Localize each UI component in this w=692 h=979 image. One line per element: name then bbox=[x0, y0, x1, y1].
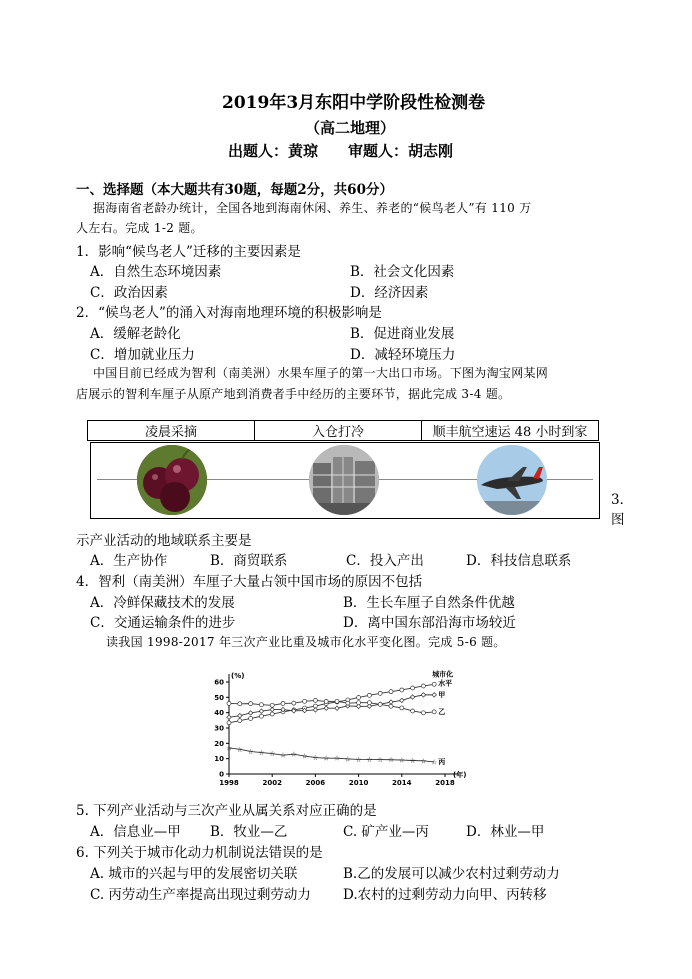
question-1-option-a: A．自然生态环境因素 bbox=[90, 264, 222, 280]
x-tick-label: 2010 bbox=[348, 779, 369, 787]
series-label-urbanization: 城市化 bbox=[432, 670, 454, 679]
question-2-option-d: D．减轻环境压力 bbox=[350, 347, 456, 363]
series-point-3: ☆ bbox=[290, 750, 297, 759]
series-point-3: ☆ bbox=[333, 754, 341, 763]
y-tick-label: 0 bbox=[219, 770, 224, 779]
series-point-2 bbox=[238, 702, 242, 706]
question-4-option-a: A．冷鲜保藏技术的发展 bbox=[90, 595, 235, 611]
series-point-0 bbox=[378, 691, 382, 695]
series-point-3: ☆ bbox=[344, 755, 351, 764]
question-3-option-b: B．商贸联系 bbox=[210, 553, 288, 569]
series-label-yi: 乙 bbox=[438, 707, 446, 716]
process-image-strip bbox=[90, 442, 600, 519]
intro56: 读我国 1998-2017 年三次产业比重及城市化水平变化图。完成 5-6 题。 bbox=[106, 635, 506, 649]
series-point-3: ☆ bbox=[301, 752, 308, 761]
series-point-2 bbox=[270, 703, 274, 707]
question-1-stem: 1．影响“候鸟老人”迁移的主要因素是 bbox=[76, 244, 301, 260]
y-tick-label: 20 bbox=[214, 739, 224, 748]
x-axis-label: (年) bbox=[453, 771, 467, 779]
question-5-option-c: C. 矿产业—丙 bbox=[343, 824, 429, 840]
series-point-3: ☆ bbox=[377, 756, 384, 765]
x-tick-label: 2014 bbox=[392, 779, 412, 787]
question-3-stem-tail: 图 bbox=[611, 512, 625, 528]
intro-paragraph-line1: 据海南省老龄办统计，全国各地到海南休闲、养生、养老的“候鸟老人”有 110 万 bbox=[93, 201, 532, 215]
question-5-option-d: D．林业—甲 bbox=[466, 824, 545, 840]
question-3-option-c: C．投入产出 bbox=[346, 553, 424, 569]
section-heading: 一、选择题（本大题共有30题，每题2分，共60分） bbox=[76, 182, 393, 198]
series-point-3: ☆ bbox=[225, 744, 233, 753]
process-flow-table bbox=[87, 420, 599, 441]
y-tick-label: 10 bbox=[214, 755, 224, 764]
series-label-jia: 甲 bbox=[438, 690, 446, 699]
series-point-3: ☆ bbox=[258, 749, 265, 758]
series-point-2 bbox=[259, 703, 263, 707]
series-point-3: ☆ bbox=[420, 757, 427, 766]
x-tick-label: 2018 bbox=[435, 779, 455, 787]
flow-step-air-shipping: 顺丰航空速运 48 小时到家 bbox=[422, 421, 599, 441]
series-point-2 bbox=[411, 709, 415, 713]
question-2-option-c: C．增加就业压力 bbox=[90, 347, 195, 363]
airplane-photo bbox=[477, 445, 547, 515]
question-4-stem: 4．智利（南美洲）车厘子大量占领中国市场的原因不包括 bbox=[76, 574, 423, 590]
question-2-stem: 2．“候鸟老人”的涌入对海南地理环境的积极影响是 bbox=[76, 305, 382, 321]
series-point-1 bbox=[238, 714, 242, 718]
series-point-3: ☆ bbox=[279, 751, 287, 760]
question-6-option-a: A. 城市的兴起与甲的发展密切关联 bbox=[90, 866, 298, 882]
flow-step-cooling: 入仓打冷 bbox=[255, 421, 422, 441]
series-point-3: ☆ bbox=[323, 754, 330, 763]
series-point-2 bbox=[313, 698, 317, 702]
x-tick-label: 2002 bbox=[262, 779, 282, 787]
series-label-bing: 丙 bbox=[438, 757, 446, 766]
series-point-0 bbox=[411, 686, 415, 690]
series-point-1 bbox=[259, 709, 263, 713]
question-3-number: 3． bbox=[611, 492, 634, 508]
series-point-2 bbox=[324, 699, 328, 703]
series-point-2 bbox=[249, 702, 253, 706]
series-point-0 bbox=[367, 693, 371, 697]
question-3-option-a: A．生产协作 bbox=[90, 553, 168, 569]
y-axis-label: (%) bbox=[231, 672, 245, 680]
series-point-3: ☆ bbox=[387, 756, 395, 765]
y-tick-label: 40 bbox=[214, 709, 224, 718]
series-point-3: ☆ bbox=[409, 757, 416, 766]
warehouse-photo bbox=[309, 445, 379, 515]
industry-urbanization-chart bbox=[205, 668, 495, 790]
series-point-0 bbox=[357, 695, 361, 699]
series-point-1 bbox=[313, 708, 317, 712]
series-point-3: ☆ bbox=[366, 756, 373, 765]
question-1-option-d: D．经济因素 bbox=[350, 285, 429, 301]
question-6-option-d: D.农村的过剩劳动力向甲、丙转移 bbox=[343, 887, 547, 903]
intro-paragraph-line2: 人左右。完成 1-2 题。 bbox=[76, 221, 203, 235]
series-point-0 bbox=[249, 716, 253, 720]
series-point-0 bbox=[270, 712, 274, 716]
series-point-3: ☆ bbox=[398, 756, 405, 765]
question-3-option-d: D．科技信息联系 bbox=[466, 553, 572, 569]
series-point-3: ☆ bbox=[269, 750, 276, 759]
question-4-option-d: D．离中国东部沿海市场较近 bbox=[343, 615, 516, 631]
series-point-0 bbox=[400, 688, 404, 692]
series-point-2 bbox=[292, 701, 296, 705]
question-6-option-b: B.乙的发展可以减少农村过剩劳动力 bbox=[343, 866, 560, 882]
series-point-2 bbox=[421, 711, 425, 715]
series-point-2 bbox=[227, 701, 231, 705]
series-point-3: ☆ bbox=[247, 747, 254, 756]
y-tick-label: 50 bbox=[214, 693, 224, 702]
series-point-1 bbox=[400, 698, 404, 702]
series-point-3: ☆ bbox=[355, 755, 362, 764]
question-6-stem: 6. 下列关于城市化动力机制说法错误的是 bbox=[76, 845, 323, 861]
y-tick-label: 60 bbox=[214, 678, 224, 687]
cherry-photo bbox=[137, 445, 207, 515]
question-5-option-a: A．信息业—甲 bbox=[90, 824, 181, 840]
series-point-1 bbox=[227, 715, 231, 719]
exam-authors: 出题人：黄琼 审题人：胡志刚 bbox=[228, 142, 454, 160]
series-point-2 bbox=[281, 701, 285, 705]
question-3-stem: 示产业活动的地域联系主要是 bbox=[76, 533, 252, 549]
series-point-0 bbox=[227, 721, 231, 725]
series-point-1 bbox=[421, 693, 425, 697]
question-5-stem: 5. 下列产业活动与三次产业从属关系对应正确的是 bbox=[76, 803, 377, 819]
intro34-line1: 中国目前已经成为智利（南美洲）水果车厘子的第一大出口市场。下图为淘宝网某网 bbox=[93, 366, 549, 380]
series-point-2 bbox=[346, 701, 350, 705]
question-2-option-a: A．缓解老龄化 bbox=[90, 326, 181, 342]
series-point-2 bbox=[303, 699, 307, 703]
exam-subtitle: （高二地理） bbox=[305, 119, 396, 137]
series-point-0 bbox=[421, 684, 425, 688]
series-point-0 bbox=[238, 719, 242, 723]
series-point-3: ☆ bbox=[312, 754, 319, 763]
series-point-3: ☆ bbox=[431, 758, 438, 767]
x-tick-label: 1998 bbox=[219, 779, 239, 787]
series-point-1 bbox=[335, 706, 339, 710]
series-point-2 bbox=[389, 704, 393, 708]
exam-title: 2019年3月东阳中学阶段性检测卷 bbox=[222, 93, 486, 113]
series-point-1 bbox=[410, 695, 414, 699]
y-tick-label: 30 bbox=[214, 724, 224, 733]
series-point-1 bbox=[248, 711, 252, 715]
series-point-2 bbox=[367, 701, 371, 705]
series-point-1 bbox=[270, 707, 274, 711]
series-point-0 bbox=[432, 682, 436, 686]
series-point-1 bbox=[324, 706, 328, 710]
question-1-option-c: C．政治因素 bbox=[90, 285, 168, 301]
flow-step-picking: 凌晨采摘 bbox=[88, 421, 255, 441]
series-point-3: ☆ bbox=[236, 745, 243, 754]
series-point-2 bbox=[400, 706, 404, 710]
series-point-2 bbox=[335, 699, 339, 703]
question-6-option-c: C. 丙劳动生产率提高出现过剩劳动力 bbox=[90, 887, 311, 903]
series-point-0 bbox=[259, 714, 263, 718]
series-label-urbanization-2: 水平 bbox=[438, 679, 453, 688]
question-4-option-c: C．交通运输条件的进步 bbox=[90, 615, 236, 631]
question-1-option-b: B．社会文化因素 bbox=[350, 264, 455, 280]
question-5-option-b: B．牧业—乙 bbox=[210, 824, 288, 840]
series-point-1 bbox=[432, 693, 436, 697]
question-4-option-b: B．生长车厘子自然条件优越 bbox=[343, 595, 515, 611]
intro34-line2: 店展示的智利车厘子从原产地到消费者手中经历的主要环节，据此完成 3-4 题。 bbox=[76, 387, 511, 401]
series-point-2 bbox=[432, 710, 436, 714]
series-point-2 bbox=[357, 701, 361, 705]
x-tick-label: 2006 bbox=[305, 779, 326, 787]
question-2-option-b: B．促进商业发展 bbox=[350, 326, 455, 342]
series-point-1 bbox=[389, 700, 393, 704]
series-point-0 bbox=[389, 690, 393, 694]
series-point-2 bbox=[378, 702, 382, 706]
